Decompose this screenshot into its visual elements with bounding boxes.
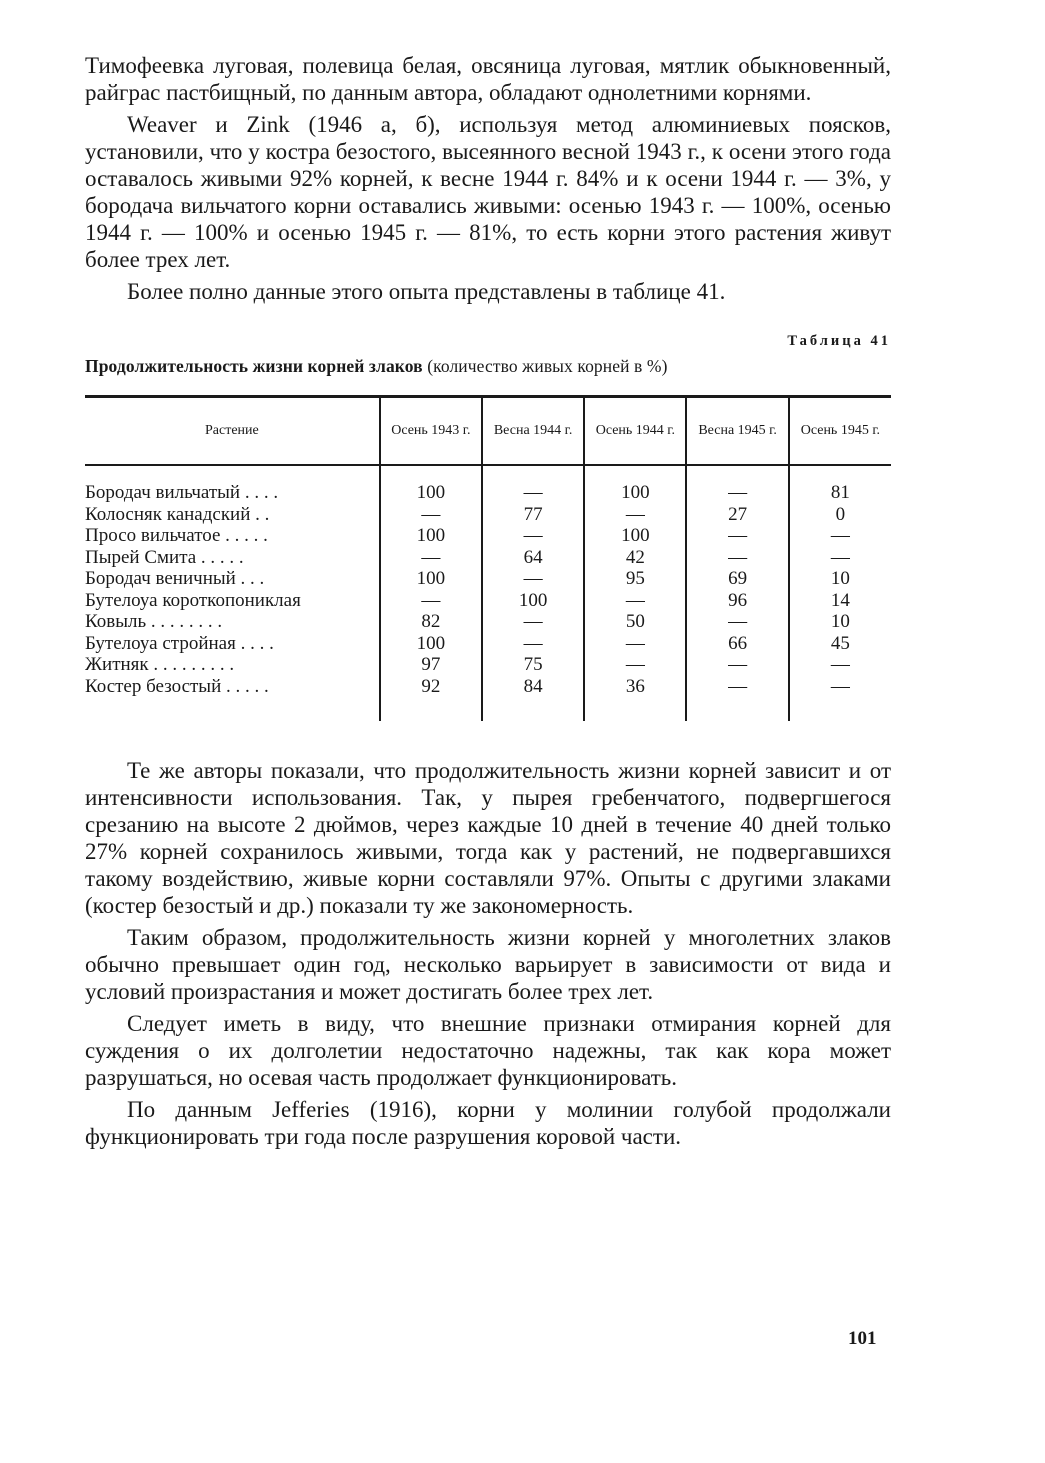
- value-cell: —: [686, 547, 788, 569]
- table-title: [85, 356, 891, 377]
- paragraph-2: Weaver и Zink (1946 а, б), используя метод алюминиевых поясков, установили, что у костра безостого, высеянного весной 1943 г., к осени этого года оставалось живыми 92% корней, к весне 1944 г. 84% и к осени 1944 г. — 3%, у бородача вильчатого корни оставались живыми: осенью 1943 г. — 100%, осенью 1944 г. — 100% и осенью 1945 г. — 81%, то есть корни этого растения живут более трех лет.: [85, 112, 891, 272]
- value-cell: 27: [686, 504, 788, 526]
- value-cell: —: [789, 547, 891, 569]
- paragraph-7: По данным Jefferies (1916), корни у молинии голубой продолжали функционировать три года после разрушения коровой части.: [85, 1097, 891, 1149]
- value-cell: 14: [789, 590, 891, 612]
- value-cell: 100: [380, 633, 482, 655]
- value-cell: —: [380, 590, 482, 612]
- value-cell: 96: [686, 590, 788, 612]
- table-row: [85, 547, 891, 569]
- value-cell: 97: [380, 654, 482, 676]
- plant-name-cell: Бородач вильчатый . . . .: [85, 482, 279, 503]
- value-cell: 10: [789, 611, 891, 633]
- value-cell: 10: [789, 568, 891, 590]
- value-cell: 69: [686, 568, 788, 590]
- value-cell: —: [686, 525, 788, 547]
- table-row: [85, 633, 891, 655]
- header-plant: Растение: [85, 397, 380, 466]
- root-lifespan-table: [85, 395, 891, 721]
- value-cell: —: [584, 654, 686, 676]
- plant-name-cell: Пырей Смита . . . . .: [85, 546, 244, 568]
- plant-name-cell: Просо вильчатое . . . . .: [85, 525, 268, 546]
- value-cell: 92: [380, 676, 482, 722]
- paragraph-6: Следует иметь в виду, что внешние признаки отмирания корней для суждения о их долголетии недостаточно надежны, так как кора может разрушаться, но осевая часть продолжает функционировать.: [85, 1011, 891, 1090]
- value-cell: 95: [584, 568, 686, 590]
- plant-name-cell: Колосняк канадский . .: [85, 503, 270, 525]
- value-cell: 84: [482, 676, 584, 722]
- value-cell: —: [380, 504, 482, 526]
- value-cell: 77: [482, 504, 584, 526]
- header-spring-1945: Весна 1945 г.: [686, 397, 788, 466]
- value-cell: 100: [380, 525, 482, 547]
- value-cell: —: [584, 633, 686, 655]
- bottom-text: [85, 757, 891, 1150]
- paragraph-3: Более полно данные этого опыта представлены в таблице 41.: [127, 279, 726, 304]
- header-autumn-1943: Осень 1943 г.: [380, 397, 482, 466]
- value-cell: 0: [789, 504, 891, 526]
- value-cell: 42: [584, 547, 686, 569]
- value-cell: 64: [482, 547, 584, 569]
- paragraph-1: Тимофеевка луговая, полевица белая, овсяница луговая, мятлик обыкновенный, райграс пастбищный, по данным автора, обладают однолетними корнями.: [85, 53, 891, 105]
- header-autumn-1944: Осень 1944 г.: [584, 397, 686, 466]
- value-cell: —: [482, 611, 584, 633]
- value-cell: —: [482, 568, 584, 590]
- value-cell: 100: [380, 465, 482, 504]
- plant-name-cell: Ковыль . . . . . . . .: [85, 611, 223, 632]
- table-row: [85, 568, 891, 590]
- value-cell: 100: [380, 568, 482, 590]
- value-cell: —: [686, 465, 788, 504]
- table-row: [85, 590, 891, 612]
- value-cell: 100: [482, 590, 584, 612]
- value-cell: —: [380, 547, 482, 569]
- paragraph-5: Таким образом, продолжительность жизни корней у многолетних злаков обычно превышает один год, несколько варьирует в зависимости от вида и условий произрастания и может достигать более трех лет.: [85, 925, 891, 1004]
- table-header-row: [85, 397, 891, 466]
- plant-name-cell: Житняк . . . . . . . . .: [85, 654, 235, 675]
- header-spring-1944: Весна 1944 г.: [482, 397, 584, 466]
- plant-name-cell: Бородач веничный . . .: [85, 568, 265, 589]
- value-cell: 100: [584, 525, 686, 547]
- plant-name-cell: Бутелоуа короткопониклая: [85, 589, 301, 611]
- table-title-text: Продолжительность жизни корней злаков: [85, 356, 423, 376]
- table-row: [85, 654, 891, 676]
- value-cell: 81: [789, 465, 891, 504]
- table-row: [85, 525, 891, 547]
- value-cell: 82: [380, 611, 482, 633]
- value-cell: —: [482, 633, 584, 655]
- value-cell: 100: [584, 465, 686, 504]
- header-autumn-1945: Осень 1945 г.: [789, 397, 891, 466]
- value-cell: 36: [584, 676, 686, 722]
- value-cell: —: [584, 590, 686, 612]
- table-body: [85, 465, 891, 721]
- table-number: Таблица 41: [787, 333, 891, 349]
- value-cell: —: [584, 504, 686, 526]
- value-cell: 45: [789, 633, 891, 655]
- value-cell: 75: [482, 654, 584, 676]
- page: [85, 52, 891, 1150]
- value-cell: —: [789, 654, 891, 676]
- paragraph-4: Те же авторы показали, что продолжительность жизни корней зависит и от интенсивности использования. Так, у пырея гребенчатого, подвергшегося срезанию на высоте 2 дюймов, через каждые 10 дней в течение 40 дней только 27% корней сохранилось живыми, тогда как у растений, не подвергавшихся такому воздействию, живые корни составляли 97%. Опыты с другими злаками (костер безостый и др.) показали ту же закономерность.: [85, 758, 891, 918]
- value-cell: —: [789, 525, 891, 547]
- table-title-note: (количество живых корней в %): [427, 356, 668, 376]
- value-cell: —: [686, 611, 788, 633]
- table-row: [85, 676, 891, 722]
- value-cell: —: [789, 676, 891, 722]
- value-cell: —: [686, 654, 788, 676]
- value-cell: —: [482, 465, 584, 504]
- value-cell: —: [482, 525, 584, 547]
- table-row: [85, 611, 891, 633]
- table-row: [85, 504, 891, 526]
- table-row: [85, 465, 891, 504]
- value-cell: —: [686, 676, 788, 722]
- value-cell: 66: [686, 633, 788, 655]
- value-cell: 50: [584, 611, 686, 633]
- plant-name-cell: Костер безостый . . . . .: [85, 675, 269, 697]
- plant-name-cell: Бутелоуа стройная . . . .: [85, 632, 274, 654]
- page-number: 101: [848, 1328, 877, 1349]
